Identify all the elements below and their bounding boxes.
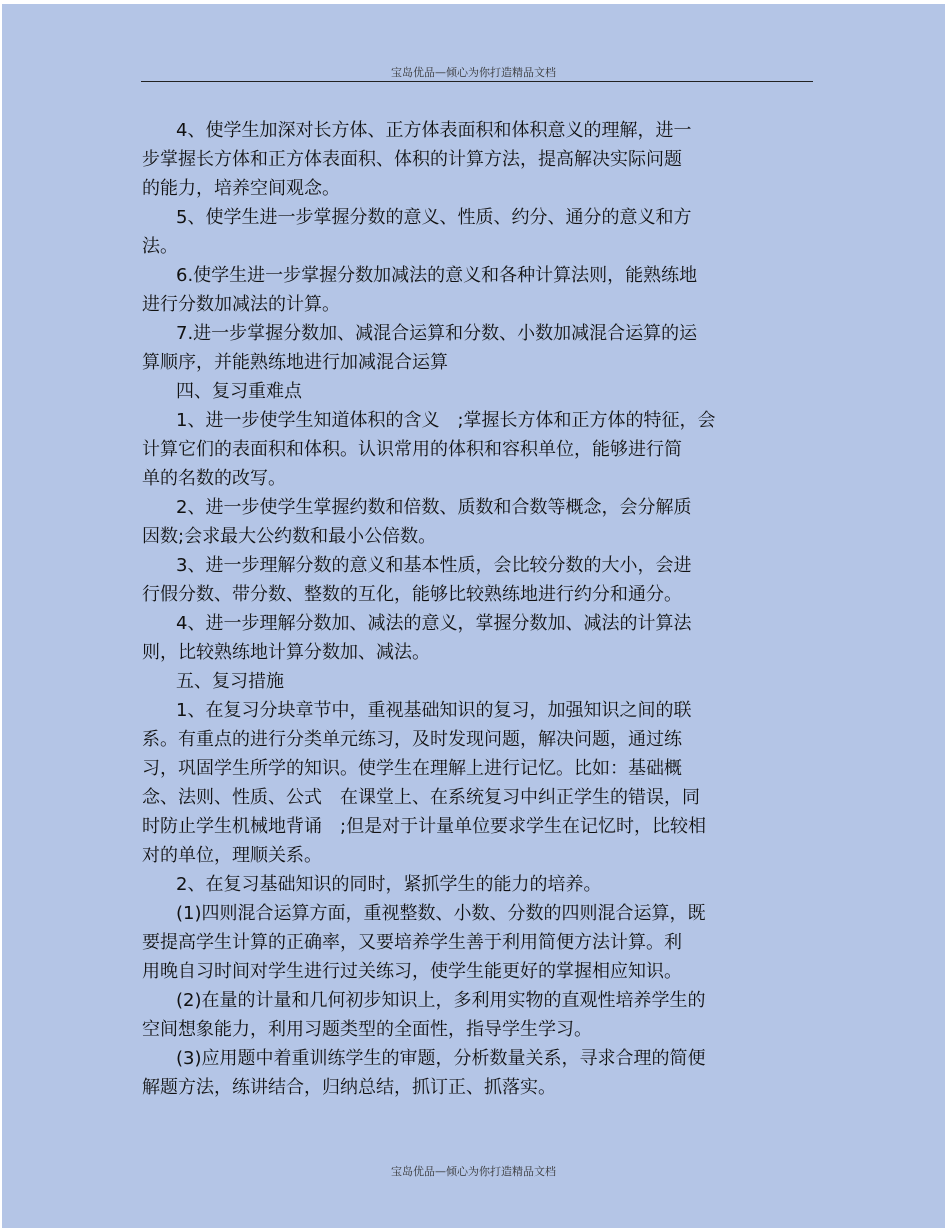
paragraph-line: 的能力，培养空间观念。 [142,178,340,199]
paragraph-line: 要提高学生计算的正确率，又要培养学生善于利用简便方法计算。利 [142,932,682,953]
paragraph-line: 2、在复习基础知识的同时，紧抓学生的能力的培养。 [176,874,602,895]
paragraph-line: 进行分数加减法的计算。 [142,294,340,315]
paragraph-line: (1)四则混合运算方面，重视整数、小数、分数的四则混合运算，既 [176,903,706,924]
paragraph-line: 算顺序，并能熟练地进行加减混合运算 [142,352,448,373]
paragraph-line: 步掌握长方体和正方体表面积、体积的计算方法，提高解决实际问题 [142,149,682,170]
header-divider [141,81,813,82]
paragraph-line: 计算它们的表面积和体积。认识常用的体积和容积单位，能够进行简 [142,439,682,460]
paragraph-line: 法。 [142,236,178,257]
paragraph-line: (2)在量的计量和几何初步知识上，多利用实物的直观性培养学生的 [176,990,706,1011]
paragraph-line: 4、进一步理解分数加、减法的意义，掌握分数加、减法的计算法 [176,613,692,634]
page-footer: 宝岛优品—倾心为你打造精品文档 [391,1165,556,1178]
document-body [142,116,782,1102]
paragraph-line: 3、进一步理解分数的意义和基本性质，会比较分数的大小，会进 [176,555,692,576]
paragraph-line: 用晚自习时间对学生进行过关练习，使学生能更好的掌握相应知识。 [142,961,682,982]
paragraph-line: 则，比较熟练地计算分数加、减法。 [142,642,430,663]
paragraph-line: 6.使学生进一步掌握分数加减法的意义和各种计算法则，能熟练地 [176,265,698,286]
paragraph-line: 系。有重点的进行分类单元练习，及时发现问题，解决问题，通过练 [142,729,682,750]
paragraph-line: 5、使学生进一步掌握分数的意义、性质、约分、通分的意义和方 [176,207,692,228]
paragraph-line: 1、进一步使学生知道体积的含义 ;掌握长方体和正方体的特征，会 [176,410,716,431]
page-header: 宝岛优品—倾心为你打造精品文档 [391,66,556,79]
paragraph-line: 念、法则、性质、公式 在课堂上、在系统复习中纠正学生的错误，同 [142,787,700,808]
paragraph-line: 行假分数、带分数、整数的互化，能够比较熟练地进行约分和通分。 [142,584,682,605]
paragraph-line: 时防止学生机械地背诵 ;但是对于计量单位要求学生在记忆时，比较相 [142,816,707,837]
paragraph-line: 2、进一步使学生掌握约数和倍数、质数和合数等概念，会分解质 [176,497,692,518]
document-page [2,4,945,1228]
paragraph-line: 4、使学生加深对长方体、正方体表面积和体积意义的理解，进一 [176,120,692,141]
paragraph-line: 对的单位，理顺关系。 [142,845,322,866]
paragraph-line: 1、在复习分块章节中，重视基础知识的复习，加强知识之间的联 [176,700,692,721]
section-heading: 五、复习措施 [176,671,284,692]
paragraph-line: 单的名数的改写。 [142,468,286,489]
paragraph-line: 习，巩固学生所学的知识。使学生在理解上进行记忆。比如：基础概 [142,758,682,779]
paragraph-line: 空间想象能力，利用习题类型的全面性，指导学生学习。 [142,1019,592,1040]
section-heading: 四、复习重难点 [176,381,302,402]
paragraph-line: (3)应用题中着重训练学生的审题，分析数量关系，寻求合理的简便 [176,1048,706,1069]
paragraph-line: 因数;会求最大公约数和最小公倍数。 [142,526,437,547]
paragraph-line: 7.进一步掌握分数加、减混合运算和分数、小数加减混合运算的运 [176,323,698,344]
paragraph-line: 解题方法，练讲结合，归纳总结，抓订正、抓落实。 [142,1077,556,1098]
